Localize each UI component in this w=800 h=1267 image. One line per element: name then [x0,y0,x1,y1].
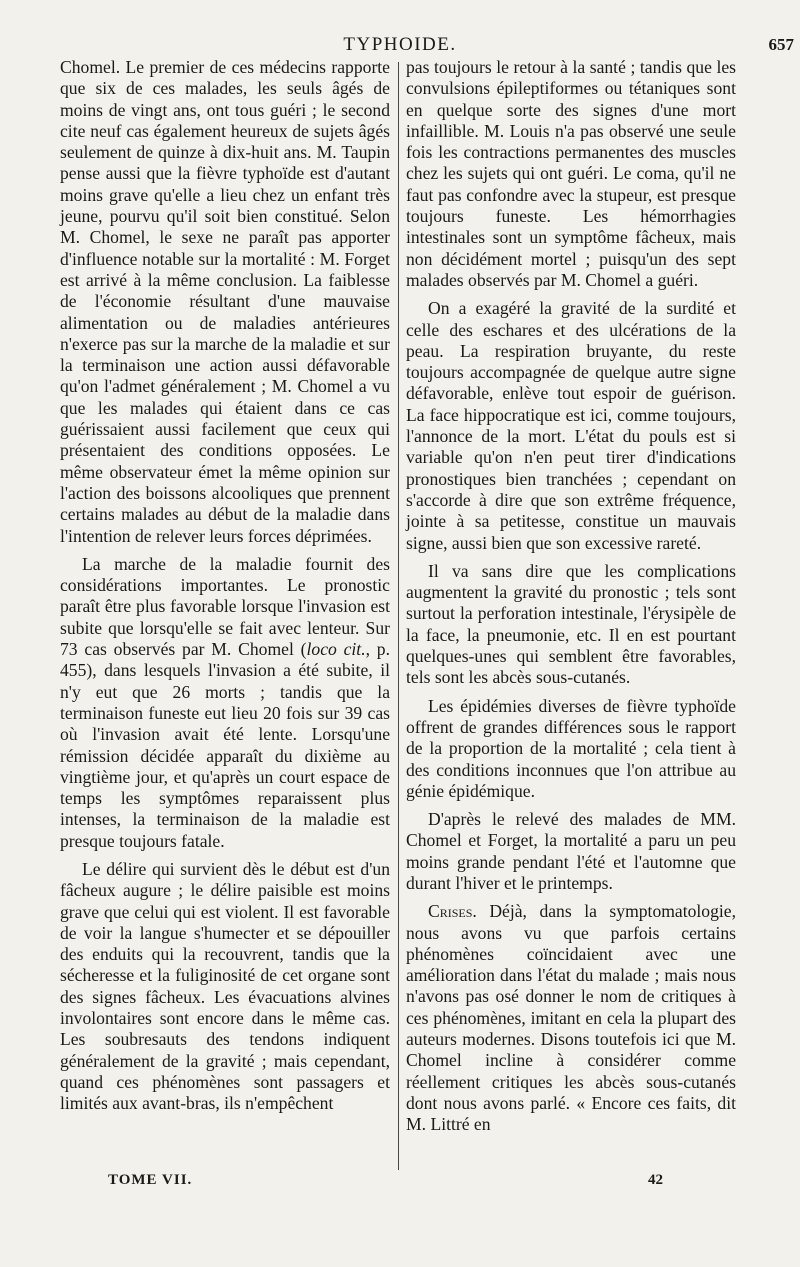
paragraph [406,901,736,1135]
paragraph [60,554,390,852]
paragraph: Les épidémies diverses de fièvre typhoïde offrent de grandes différences sous le rapport de la proportion de la mortalité ; cela tient à des conditions inconnues que l'on attribue au génie épidémique. [406,695,736,801]
text-run: Déjà, dans la symptomatologie, nous avons vu que parfois certains phénomènes coïncidaient avec une amélioration dans l'état du malade ; mais nous n'avons pas osé donner le nom de critiques à ces phénomènes, imitant en cela la plupart des auteurs modernes. Disons toutefois ici que M. Chomel incline à considérer comme réellement critiques les abcès sous-cutanés dont nous avons parlé. « Encore ces faits, dit M. Littré en [406,901,736,1135]
section-label: Crises. [428,901,477,922]
signature-mark: 42 [648,1172,663,1188]
paragraph: On a exagéré la gravité de la surdité et celle des eschares et des ulcérations de la peau. La respiration bruyante, du reste toujours accompagnée de quelque autre signe défavorable, enlève tout espoir de guérison. La face hippocratique est ici, comme toujours, l'annonce de la mort. L'état du pouls est si variable qu'on n'en peut tirer d'indications pronostiques bien tranchées ; cependant on s'accorde à dire que son extrême fréquence, jointe à sa petitesse, constitue un mauvais signe, aussi bien que son excessive rareté. [406,298,736,553]
paragraph: Il va sans dire que les complications augmentent la gravité du pronostic ; tels sont surtout la perforation intestinale, l'érysipèle de la face, la pneumonie, etc. Il en est pourtant quelques-unes qui semblent être favorables, tels sont les abcès sous-cutanés. [406,560,736,688]
page-number: 657 [768,35,794,54]
text-run: La marche de la maladie fournit des considérations importantes. Le pronostic paraît être plus favorable lorsque l'invasion est subite que lorsqu'elle se fait avec lenteur. Sur 73 cas observés par M. Chomel ( [60,553,390,660]
paragraph: pas toujours le retour à la santé ; tandis que les convulsions épileptiformes ou tétaniques sont en quelque sorte des signes d'une mort infaillible. M. Louis n'a pas observé une seule fois les contractions permanentes des muscles chez les sujets qui ont guéri. Le coma, qu'il ne faut pas confondre avec la stupeur, est presque toujours funeste. Les hémorrhagies intestinales sont un symptôme fâcheux, mais non décidément mortel ; puisqu'un des sept malades observés par M. Chomel a guéri. [406,57,736,290]
citation: loco cit. [306,639,366,660]
right-column [406,57,736,1136]
paragraph: Le délire qui survient dès le début est d'un fâcheux augure ; le délire paisible est moins grave que celui qui est violent. Il est favorable de voir la langue s'humecter et se dépouiller des enduits qui la recouvrent, tandis que la sécheresse et la fuliginosité de cet organe sont des signes fâcheux. Les évacuations alvines involontaires sont encore dans le même cas. Les soubresauts des tendons indiquent généralement de la gravité ; mais cependant, quand ces phénomènes sont passagers et limités aux avant-bras, ils n'empêchent [60,858,390,1114]
paragraph: Chomel. Le premier de ces médecins rapporte que six de ces malades, les seuls âgés de moins de vingt ans, ont tous guéri ; le second cite neuf cas également heureux de sujets âgés seulement de quinze à dix-huit ans. M. Taupin pense aussi que la fièvre typhoïde est d'autant moins grave qu'elle a lieu chez un enfant très jeune, pourvu qu'il soit bien constitué. Selon M. Chomel, le sexe ne paraît pas apporter d'influence notable sur la mortalité : M. Forget est arrivé à la même conclusion. La faiblesse de l'économie résultant d'une mauvaise alimentation ou de maladies antérieures n'exerce pas sur la marche de la maladie et sur la terminaison une action aussi défavorable qu'on l'admet généralement ; M. Chomel a vu que les malades qui étaient dans ce cas guérissaient aussi facilement que ceux qui présentaient des conditions opposées. Le même observateur émet la même opinion sur l'action des boissons alcooliques que prennent certains malades au début de la maladie dans l'intention de relever leurs forces déprimées. [60,57,390,546]
text-run: , p. 455), dans lesquels l'invasion a été subite, il n'y eut que 26 morts ; tandis que la terminaison funeste eut lieu 20 fois sur 39 cas où l'invasion avait été lente. Lorsqu'une rémission décidée apparaît du dixième au vingtième jour, et qu'après un court espace de temps les symptômes reparaissent plus intenses, la terminaison de la maladie est presque toujours fatale. [60,639,390,851]
page-footer [0,1172,800,1194]
volume-label: TOME VII. [108,1172,193,1188]
column-divider [398,62,399,1170]
page-title: TYPHOIDE. [343,34,457,55]
running-header [0,34,800,56]
left-column [60,57,390,1115]
paragraph: D'après le relevé des malades de MM. Chomel et Forget, la mortalité a paru un peu moins grande pendant l'été et l'automne que durant l'hiver et le printemps. [406,809,736,893]
